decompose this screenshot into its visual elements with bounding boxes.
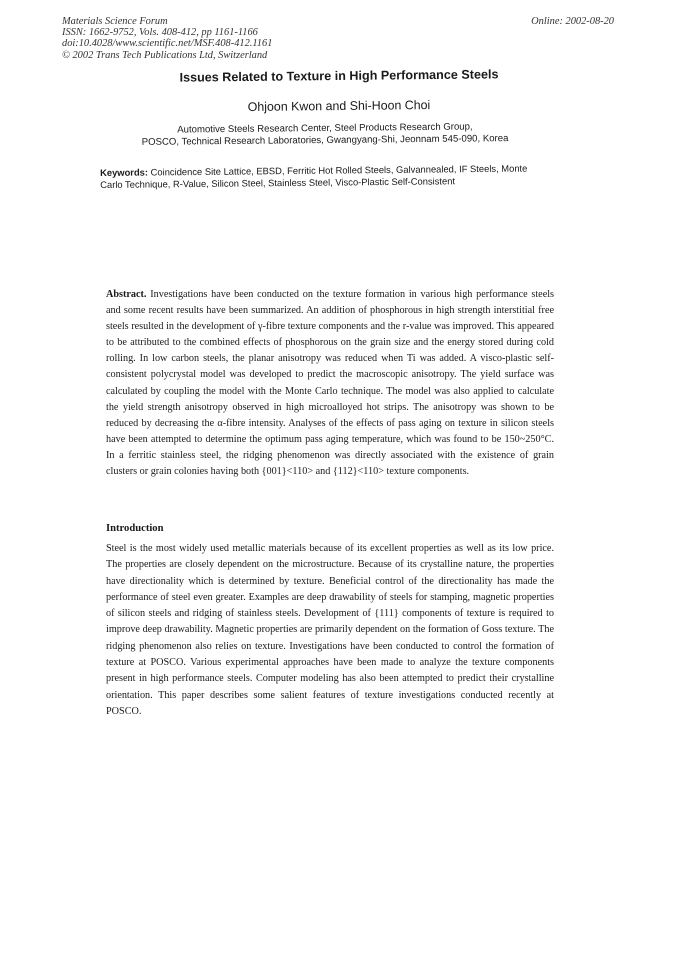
keywords-label: Keywords: xyxy=(100,166,149,178)
abstract xyxy=(106,287,554,480)
doi-line: doi:10.4028/www.scientific.net/MSF.408-412.1161 xyxy=(62,38,273,50)
keywords-text: Coincidence Site Lattice, EBSD, Ferritic Hot Rolled Steels, Galvannealed, IF Steels, Monte Carlo Technique, R-Value, Silicon Steel, Stainless Steel, Visco-Plastic Self-Consistent xyxy=(100,162,528,190)
introduction-heading: Introduction xyxy=(106,523,164,534)
keywords xyxy=(100,162,530,191)
abstract-label: Abstract. xyxy=(106,289,147,300)
online-date: Online: 2002-08-20 xyxy=(531,16,614,27)
introduction-text: Steel is the most widely used metallic materials because of its excellent properties as well as its low price. The properties are closely dependent on the microstructure. Because of its crystalline nature, the properties have directionality which is determined by texture. Beneficial control of the directionality has made the performance of steel even greater. Examples are deep drawability of steels for stamping, magnetic properties of silicon steels and ridging of stainless steels. Development of {111} components of texture is required to improve deep drawability. Magnetic properties are primarily dependent on the formation of Goss texture. The ridging phenomenon also relies on texture. Investigations have been conducted to control the formation of texture at POSCO. Various experimental approaches have been made to analyze the texture components present in high performance steels. Computer modeling has also been attempted to predict their crystalline orientation. This paper describes some salient features of texture investigations conducted recently at POSCO. xyxy=(106,543,554,717)
copyright-line: © 2002 Trans Tech Publications Ltd, Switzerland xyxy=(62,49,268,61)
affiliation xyxy=(110,121,540,150)
affiliation-line-2: POSCO, Technical Research Laboratories, Gwangyang-Shi, Jeonnam 545-090, Korea xyxy=(141,133,509,149)
affiliation-line-1: Automotive Steels Research Center, Steel Products Research Group, xyxy=(177,121,473,136)
issn-line: ISSN: 1662-9752, Vols. 408-412, pp 1161-1166 xyxy=(62,27,258,39)
paper-authors: Ohjoon Kwon and Shi-Hoon Choi xyxy=(247,98,431,114)
paper-title: Issues Related to Texture in High Performance Steels xyxy=(179,67,499,85)
journal-header xyxy=(62,16,272,61)
journal-name: Materials Science Forum xyxy=(62,16,168,27)
abstract-text: Investigations have been conducted on the texture formation in various high performance steels and some recent results have been summarized. An addition of phosphorous in high strength interstitial free steels resulted in the development of γ-fibre texture components and the r-value was improved. This appeared to be attributed to the combined effects of phosphorous on the grain size and the energy stored during cold rolling. In low carbon steels, the planar anisotropy was reduced when Ti was added. A visco-plastic self-consistent polycrystal model was developed to predict the macroscopic anisotropy. The yield surface was calculated by coupling the model with the Monte Carlo technique. The model was also applied to calculate the yield strength anisotropy observed in high microalloyed hot strips. The anisotropy was shown to be reduced by decreasing the α-fibre intensity. Analyses of the effects of pass aging on texture in silicon steels have been attempted to determine the optimum pass aging temperature, which was found to be 150~250°C. In a ferritic stainless steel, the ridging phenomenon was directly associated with the existence of grain clusters or grain colonies having both {001}<110> and {112}<110> texture components. xyxy=(106,289,555,478)
